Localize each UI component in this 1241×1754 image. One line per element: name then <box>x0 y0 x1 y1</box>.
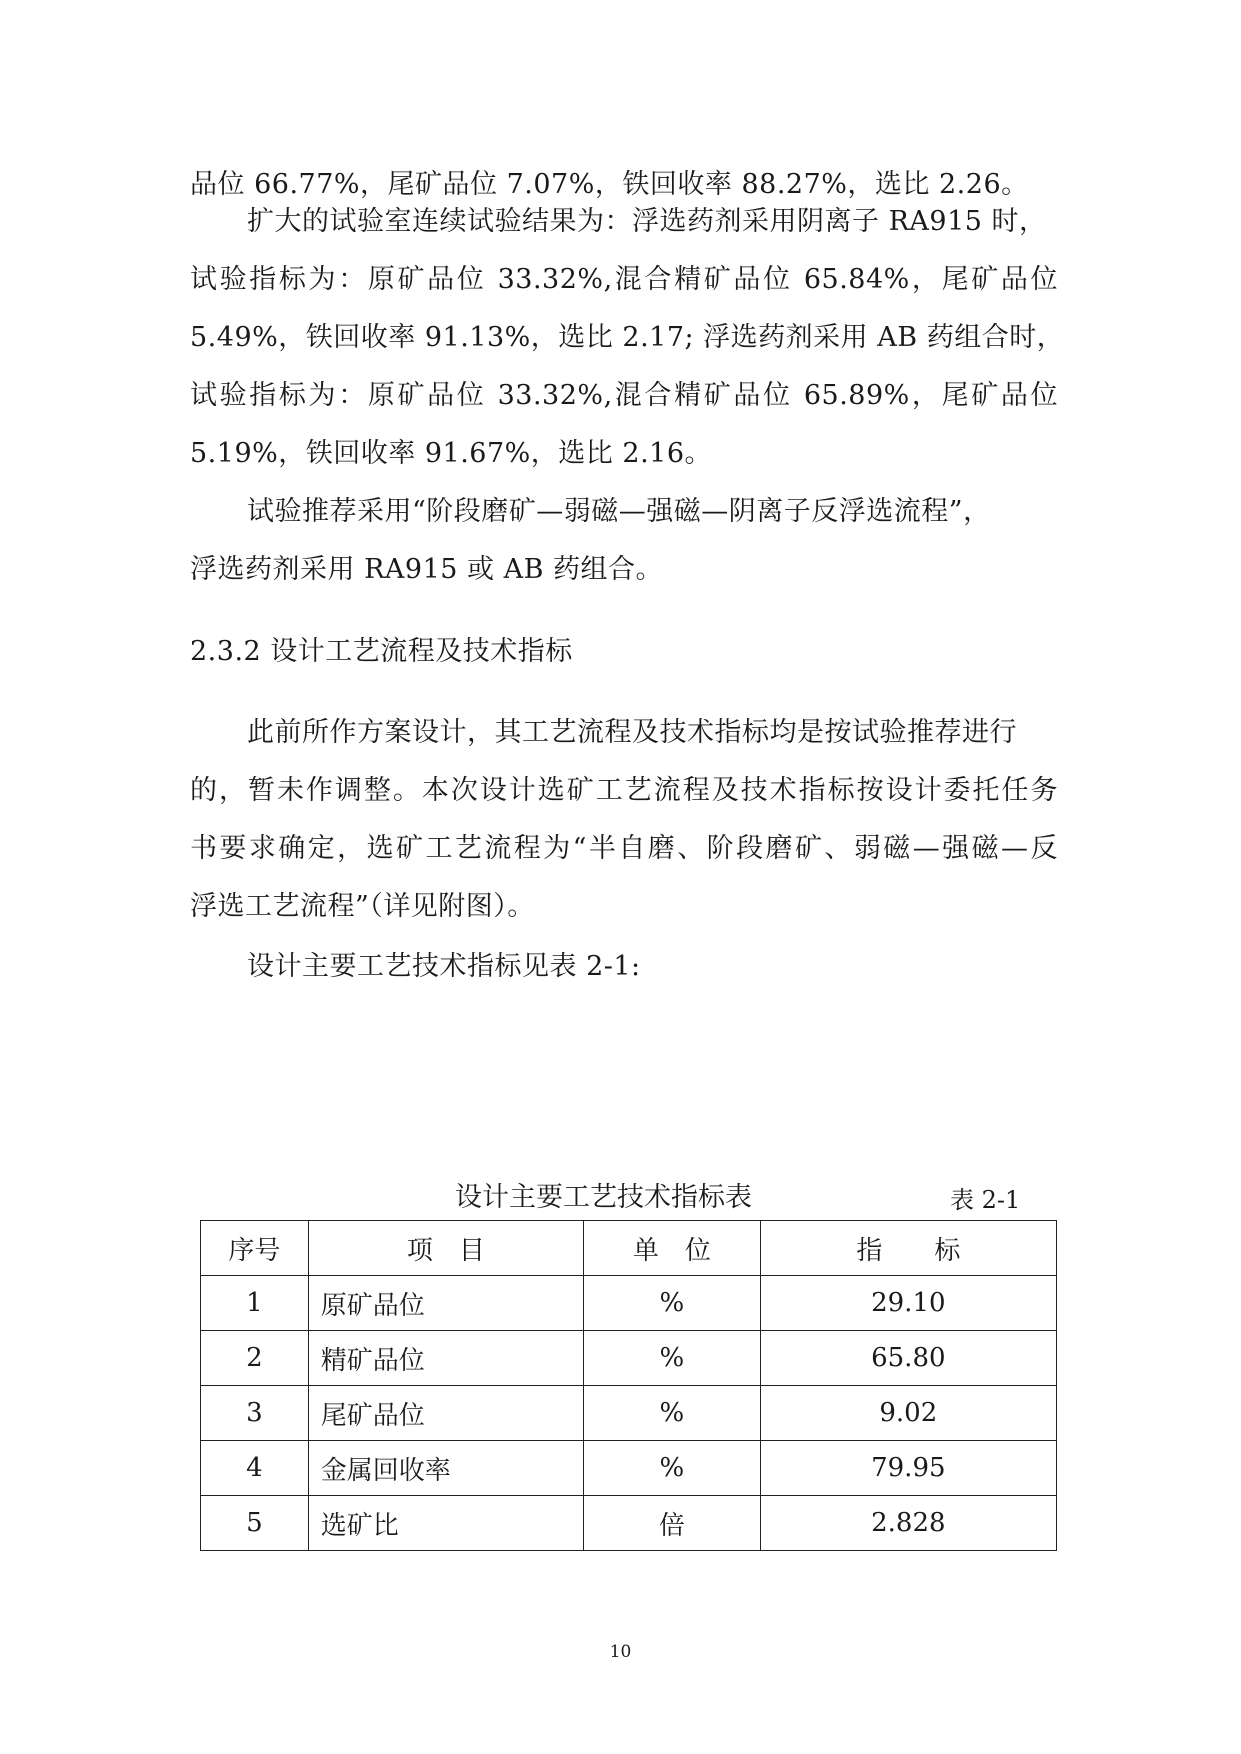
cell-unit: % <box>584 1441 761 1496</box>
table-header-row <box>201 1221 1057 1276</box>
cell-index: 3 <box>201 1386 309 1441</box>
paragraph-line: 设计主要工艺技术指标见表 2-1: <box>247 951 641 982</box>
cell-item: 尾矿品位 <box>308 1386 583 1441</box>
cell-unit: % <box>584 1386 761 1441</box>
cell-index: 4 <box>201 1441 309 1496</box>
table-caption: 设计主要工艺技术指标表 <box>455 1182 752 1213</box>
paragraph-line: 的，暂未作调整。本次设计选矿工艺流程及技术指标按设计委托任务 <box>190 775 1058 806</box>
paragraph-line: 5.49%，铁回收率 91.13%，选比 2.17; 浮选药剂采用 AB 药组合时， <box>190 322 1065 353</box>
cell-unit: % <box>584 1276 761 1331</box>
paragraph-line: 试验指标为：原矿品位 33.32%,混合精矿品位 65.89%，尾矿品位 <box>190 380 1058 411</box>
paragraph-line: 试验指标为：原矿品位 33.32%,混合精矿品位 65.84%，尾矿品位 <box>190 264 1058 295</box>
table-row <box>201 1441 1057 1496</box>
page-number: 10 <box>609 1642 632 1662</box>
table-number: 表 2-1 <box>950 1186 1021 1214</box>
cell-unit: 倍 <box>584 1496 761 1551</box>
table-row <box>201 1331 1057 1386</box>
paragraph-line: 5.19%，铁回收率 91.67%，选比 2.16。 <box>190 438 713 469</box>
cell-value: 29.10 <box>760 1276 1056 1331</box>
header-cell-index: 序号 <box>201 1221 309 1276</box>
paragraph-line: 试验推荐采用“阶段磨矿—弱磁—强磁—阴离子反浮选流程”， <box>247 496 991 527</box>
cell-value: 65.80 <box>760 1331 1056 1386</box>
cell-unit: % <box>584 1331 761 1386</box>
header-cell-unit: 单 位 <box>584 1221 761 1276</box>
paragraph-line: 浮选工艺流程”（详见附图）。 <box>190 891 535 922</box>
paragraph-line: 书要求确定，选矿工艺流程为“半自磨、阶段磨矿、弱磁—强磁—反 <box>190 833 1058 864</box>
table-row <box>201 1386 1057 1441</box>
cell-index: 5 <box>201 1496 309 1551</box>
section-heading: 2.3.2 设计工艺流程及技术指标 <box>190 636 573 667</box>
cell-item: 原矿品位 <box>308 1276 583 1331</box>
paragraph-line: 扩大的试验室连续试验结果为：浮选药剂采用阴离子 RA915 时， <box>247 206 1047 237</box>
table-row <box>201 1276 1057 1331</box>
paragraph-line: 浮选药剂采用 RA915 或 AB 药组合。 <box>190 554 664 585</box>
paragraph-line: 品位 66.77%，尾矿品位 7.07%，铁回收率 88.27%，选比 2.26。 <box>190 169 1029 200</box>
cell-index: 2 <box>201 1331 309 1386</box>
header-cell-item: 项 目 <box>308 1221 583 1276</box>
cell-value: 79.95 <box>760 1441 1056 1496</box>
cell-item: 精矿品位 <box>308 1331 583 1386</box>
paragraph-line: 此前所作方案设计，其工艺流程及技术指标均是按试验推荐进行 <box>247 717 1017 748</box>
cell-item: 选矿比 <box>308 1496 583 1551</box>
cell-item: 金属回收率 <box>308 1441 583 1496</box>
cell-value: 9.02 <box>760 1386 1056 1441</box>
table-row <box>201 1496 1057 1551</box>
header-cell-indicator: 指 标 <box>760 1221 1056 1276</box>
cell-index: 1 <box>201 1276 309 1331</box>
indicator-table <box>200 1220 1057 1551</box>
cell-value: 2.828 <box>760 1496 1056 1551</box>
